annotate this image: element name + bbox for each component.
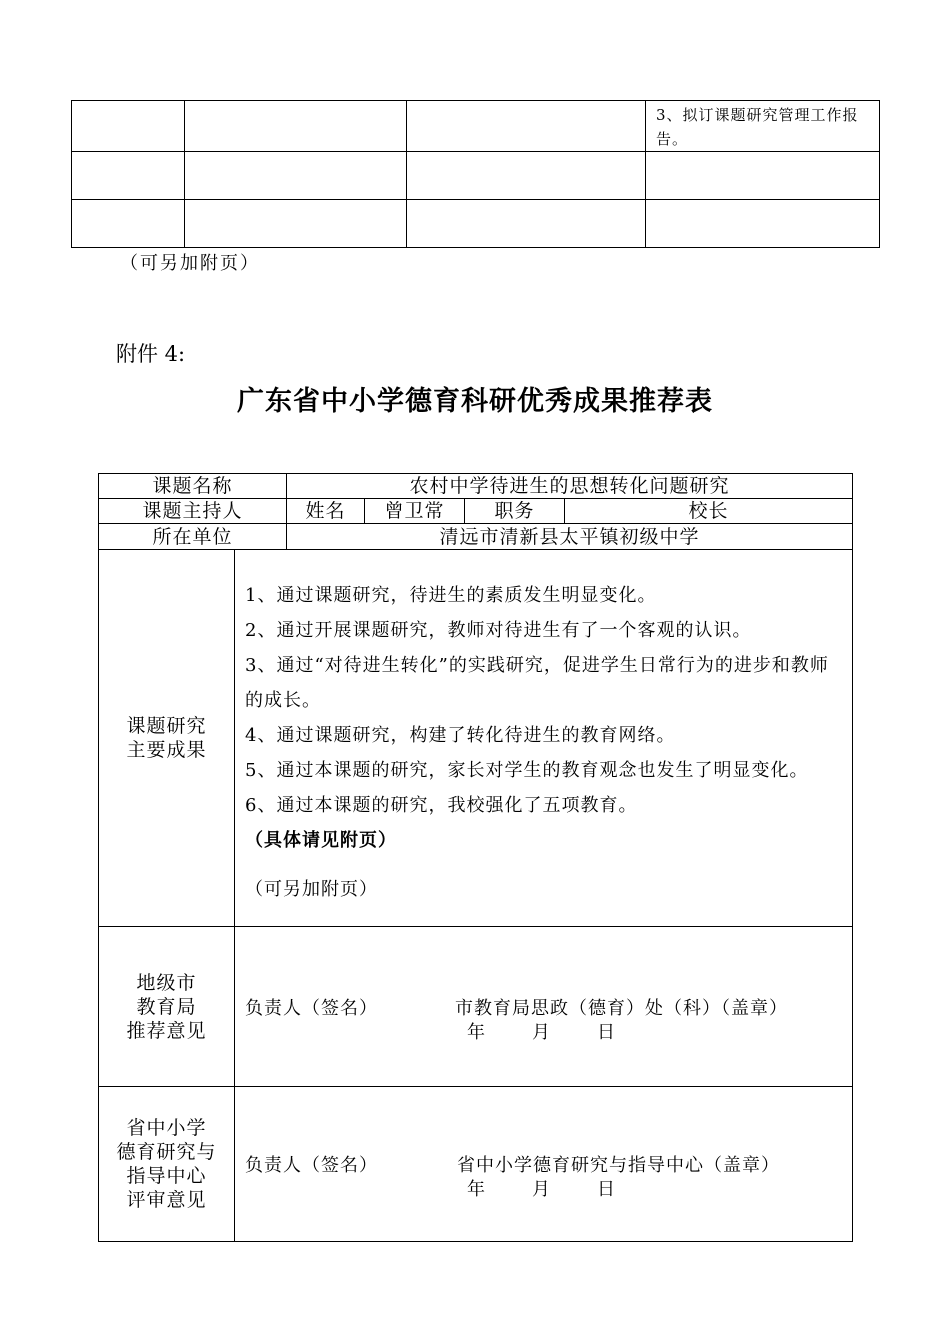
prov-signer: 负责人（签名） (245, 1155, 378, 1176)
achievement-item: 6、通过本课题的研究，我校强化了五项教育。 (245, 795, 638, 816)
table-cell: 3、拟订课题研究管理工作报告。 (646, 101, 880, 152)
topic-name-label: 课题名称 (99, 474, 287, 499)
table-cell (72, 152, 185, 200)
table-cell (407, 152, 646, 200)
date-day: 日 (597, 1179, 616, 1200)
table-row (72, 101, 880, 152)
city-label-line: 地级市 (136, 971, 197, 994)
city-signer: 负责人（签名） (245, 997, 378, 1019)
extra-page-note: （可另加附页） (120, 253, 260, 274)
table-cell (185, 101, 407, 152)
city-office-stamp: 市教育局思政（德育）处（科）（盖章） (455, 997, 788, 1019)
achievements-label-line: 主要成果 (126, 739, 207, 761)
name-value: 曾卫常 (365, 499, 465, 524)
date-year: 年 (467, 1021, 486, 1043)
city-label-line: 教育局 (136, 995, 197, 1018)
achievements-content (235, 550, 853, 927)
prov-label-line: 德育研究与 (116, 1141, 217, 1163)
prov-label-line: 指导中心 (126, 1165, 207, 1187)
table-cell (646, 152, 880, 200)
table-row (72, 152, 880, 200)
host-label: 课题主持人 (99, 499, 287, 524)
table-row (99, 550, 853, 927)
date-month: 月 (532, 1021, 551, 1043)
position-label: 职务 (465, 499, 565, 524)
continuation-table (71, 100, 880, 248)
unit-value: 清远市清新县太平镇初级中学 (287, 524, 853, 550)
achievement-item: 2、通过开展课题研究，教师对待进生有了一个客观的认识。 (245, 620, 752, 641)
name-label: 姓名 (287, 499, 365, 524)
table-row (99, 499, 853, 524)
table-cell (407, 101, 646, 152)
date-month: 月 (532, 1179, 551, 1200)
table-cell (72, 200, 185, 248)
achievements-label (99, 550, 235, 927)
table-cell (185, 200, 407, 248)
city-label-line: 推荐意见 (126, 1019, 207, 1042)
table-row (99, 474, 853, 499)
position-value: 校长 (565, 499, 853, 524)
prov-label-line: 评审意见 (126, 1189, 207, 1211)
date-year: 年 (467, 1179, 486, 1200)
city-opinion-label (99, 927, 235, 1087)
province-opinion-label (99, 1087, 235, 1242)
details-note: （具体请见附页） (245, 830, 397, 851)
date-day: 日 (597, 1021, 616, 1043)
prov-label-line: 省中小学 (126, 1117, 207, 1139)
province-opinion-content (235, 1087, 853, 1242)
achievement-item: 1、通过课题研究，待进生的素质发生明显变化。 (245, 585, 657, 606)
table-row (99, 524, 853, 550)
table-cell (72, 101, 185, 152)
attach-note: （可另加附页） (245, 879, 378, 900)
achievements-label-line: 课题研究 (126, 715, 207, 737)
recommendation-form (98, 473, 853, 1242)
table-row (72, 200, 880, 248)
page-title: 广东省中小学德育科研优秀成果推荐表 (237, 386, 713, 417)
attachment-label: 附件 4: (116, 342, 186, 366)
topic-name-value: 农村中学待进生的思想转化问题研究 (287, 474, 853, 499)
unit-label: 所在单位 (99, 524, 287, 550)
achievement-item: 3、通过“对待进生转化”的实践研究，促进学生日常行为的进步和教师的成长。 (245, 655, 829, 711)
table-cell (646, 200, 880, 248)
table-row (99, 927, 853, 1087)
achievement-item: 5、通过本课题的研究，家长对学生的教育观念也发生了明显变化。 (245, 760, 809, 781)
achievement-item: 4、通过课题研究，构建了转化待进生的教育网络。 (245, 725, 676, 746)
table-row (99, 1087, 853, 1242)
city-opinion-content (235, 927, 853, 1087)
prov-office-stamp: 省中小学德育研究与指导中心（盖章） (457, 1155, 780, 1176)
table-cell (407, 200, 646, 248)
table-cell (185, 152, 407, 200)
